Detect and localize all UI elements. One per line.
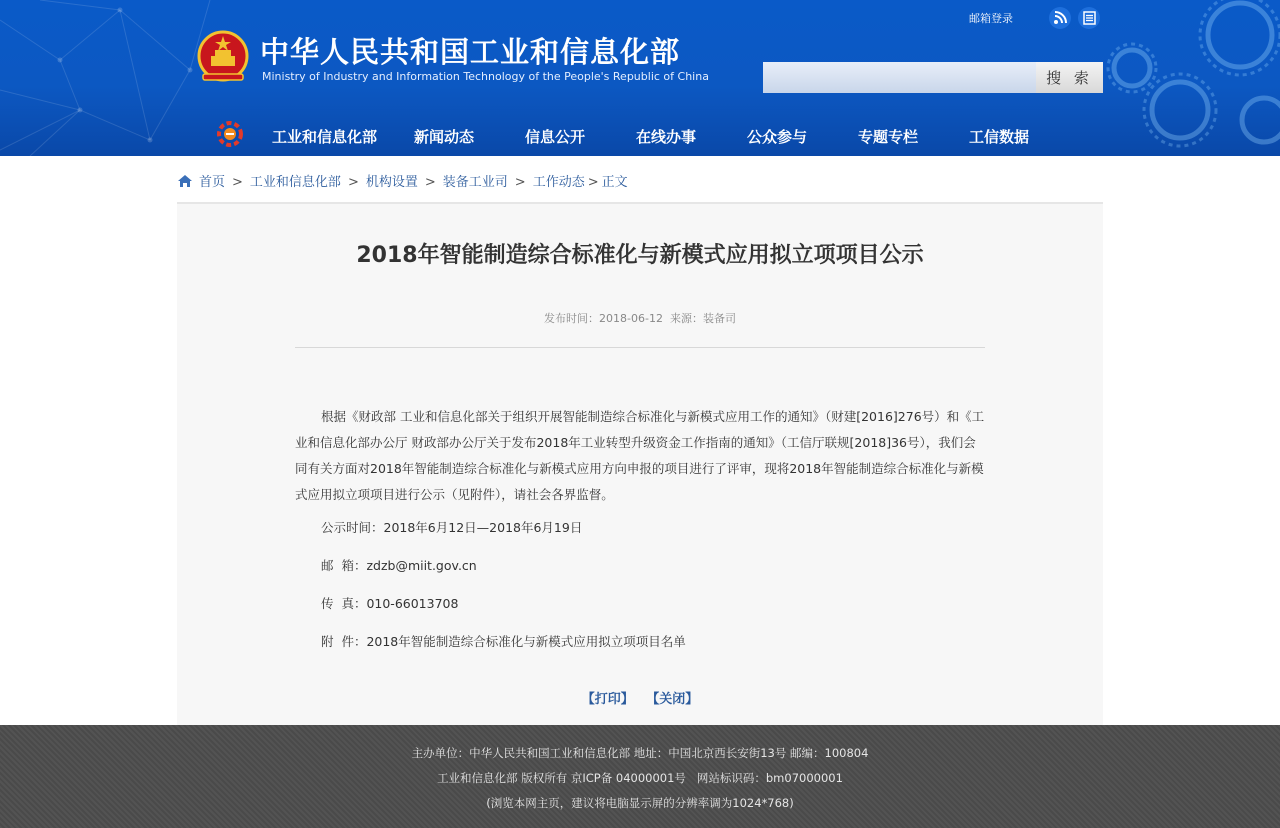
nav-item-online-services[interactable]: 在线办事 — [636, 128, 697, 146]
article-body: 根据《财政部 工业和信息化部关于组织开展智能制造综合标准化与新模式应用工作的通知》（财建[2016]276号）和《工业和信息化部办公厅 财政部办公厅关于发布2018年工业转型升级资金工作指南的通知》（工信厅联规[2018]36号），我们会同有关方面对2018年智能制造综合标准化与新模式应用方向申报的项目进行了评审，现将2018年智能制造综合标准化与新模式应用拟立项项目进行公示（见附件），请社会各界监督。 — [295, 409, 985, 502]
contact-fax: 传 真：010-66013708 — [321, 596, 459, 611]
site-title: 中华人民共和国工业和信息化部 — [260, 35, 681, 69]
article-meta: 发布时间：2018-06-12 来源：装备司 — [544, 312, 736, 325]
nav-item-public-participation[interactable]: 公众参与 — [747, 128, 808, 146]
site-footer — [0, 725, 1280, 828]
site-header — [0, 0, 1280, 156]
attachment-link[interactable]: 附 件：2018年智能制造综合标准化与新模式应用拟立项项目名单 — [321, 634, 686, 649]
nav-item-info-disclosure[interactable]: 信息公开 — [525, 128, 586, 146]
breadcrumb-organization[interactable]: 机构设置 — [365, 175, 418, 190]
breadcrumb-work-news[interactable]: 工作动态 — [532, 175, 585, 190]
article-actions — [177, 688, 1103, 707]
nav-item-news[interactable]: 新闻动态 — [414, 128, 475, 146]
search-input[interactable] — [763, 62, 1036, 93]
rss-icon[interactable] — [1049, 7, 1071, 29]
nav-item-ministry[interactable]: 工业和信息化部 — [272, 128, 378, 146]
contact-email: 邮 箱：zdzb@miit.gov.cn — [321, 558, 477, 573]
breadcrumb-equipment-dept[interactable]: 装备工业司 — [442, 175, 508, 190]
breadcrumb-separator: > — [424, 175, 436, 190]
footer-copyright: 工业和信息化部 版权所有 京ICP备 04000001号 网站标识码：bm07000001 — [437, 771, 843, 785]
breadcrumb-separator: > — [587, 175, 599, 190]
nav-item-special-topics[interactable]: 专题专栏 — [858, 128, 919, 146]
mail-login-link[interactable]: 邮箱登录 — [969, 12, 1013, 25]
article-title: 2018年智能制造综合标准化与新模式应用拟立项项目公示 — [356, 243, 924, 268]
announcement-period: 公示时间：2018年6月12日—2018年6月19日 — [321, 520, 583, 535]
print-button[interactable]: 【打印】 — [581, 692, 634, 707]
breadcrumb — [177, 171, 628, 191]
search-button[interactable]: 搜 索 — [1036, 62, 1103, 93]
breadcrumb-home[interactable]: 首页 — [199, 175, 226, 190]
national-emblem-logo — [197, 30, 249, 84]
list-icon[interactable] — [1078, 7, 1100, 29]
nav-item-data[interactable]: 工信数据 — [969, 128, 1030, 146]
breadcrumb-separator: > — [347, 175, 359, 190]
breadcrumb-ministry[interactable]: 工业和信息化部 — [249, 175, 341, 190]
article-container — [177, 202, 1103, 725]
ministry-logo-icon — [215, 120, 245, 148]
footer-resolution-note: (浏览本网主页，建议将电脑显示屏的分辨率调为1024*768) — [486, 796, 794, 810]
footer-sponsor-info: 主办单位：中华人民共和国工业和信息化部 地址：中国北京西长安街13号 邮编：100804 — [411, 746, 869, 760]
site-subtitle: Ministry of Industry and Information Technology of the People's Republic of China — [262, 70, 709, 83]
breadcrumb-separator: > — [232, 175, 243, 190]
divider — [295, 347, 985, 348]
breadcrumb-separator: > — [514, 175, 526, 190]
breadcrumb-current: 正文 — [601, 175, 628, 190]
close-button[interactable]: 【关闭】 — [646, 692, 699, 707]
home-icon[interactable] — [177, 174, 193, 188]
